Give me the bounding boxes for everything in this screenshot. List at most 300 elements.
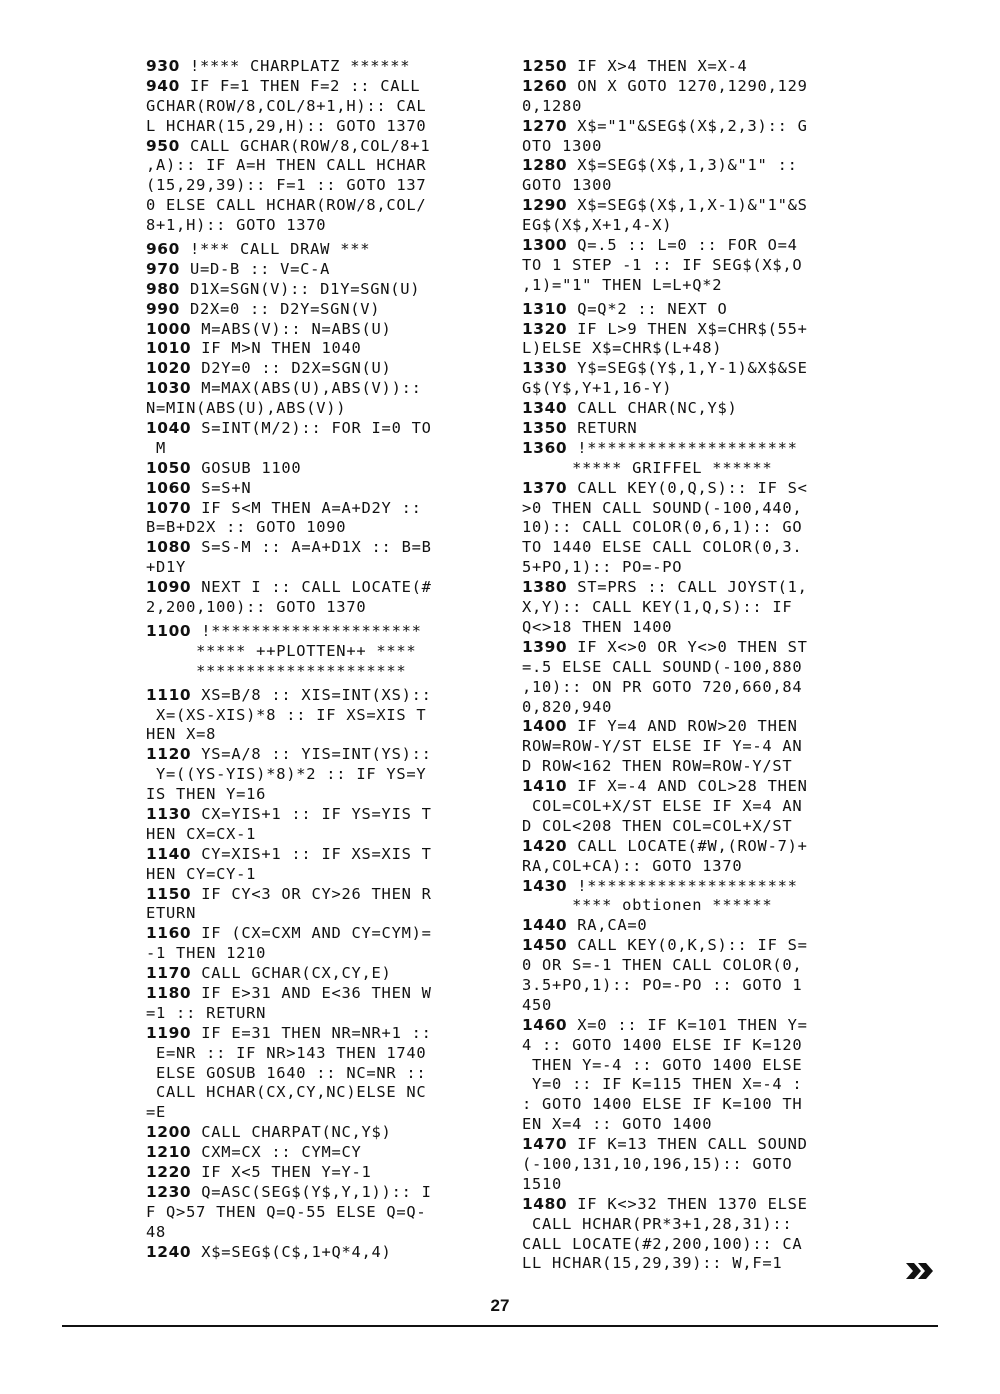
line-number: 1100 [146,621,192,640]
code-line [522,419,808,439]
code-text: IF Y=4 AND ROW>20 THEN [567,717,798,736]
code-line [146,805,432,825]
code-text: S=S-M :: A=A+D1X :: B=B [191,538,432,557]
line-number: 1190 [146,1023,192,1042]
line-number: 1480 [522,1194,568,1213]
code-text: M=ABS(V):: N=ABS(U) [191,319,392,338]
code-line [522,1215,808,1235]
code-line [522,499,808,519]
code-text: ST=PRS :: CALL JOYST(1, [567,578,808,597]
line-number: 1170 [146,964,192,983]
line-number: 1000 [146,319,192,338]
code-line [146,725,432,745]
code-line [146,156,432,176]
code-line [146,765,432,785]
code-text: !********************* [567,438,798,457]
code-text: IF X>4 THEN X=X-4 [567,57,748,75]
code-text: OTO 1300 [522,136,603,155]
code-text: ELSE GOSUB 1640 :: NC=NR :: [146,1063,427,1082]
code-text: **** obtionen ****** [522,896,773,915]
code-line [146,300,432,320]
code-line [146,964,432,984]
code-text: X$="1"&SEG$(X$,2,3):: G [567,116,808,135]
code-line [522,1175,808,1195]
code-text: IF F=1 THEN F=2 :: CALL [179,76,421,95]
code-line [522,117,808,137]
code-text: CALL GCHAR(ROW/8,COL/8+1 [179,136,431,155]
code-text: COL=COL+X/ST ELSE IF X=4 AN [522,796,803,815]
code-line [522,678,808,698]
code-text: 0 OR S=-1 THEN CALL COLOR(0, [522,956,803,975]
code-line [522,379,808,399]
code-text: D COL<208 THEN COL=COL+X/ST [522,816,793,835]
code-line [522,518,808,538]
double-chevron-right-icon [905,1262,935,1280]
code-text: !**** CHARPLATZ ****** [179,57,411,75]
line-number: 1290 [522,196,568,215]
code-text: CALL CHARPAT(NC,Y$) [191,1123,392,1142]
code-text: 5+PO,1):: PO=-PO [522,558,683,577]
code-text: IF X<5 THEN Y=Y-1 [191,1162,372,1181]
line-number: 1330 [522,359,568,378]
code-line [146,706,432,726]
code-line [522,1056,808,1076]
code-text: 3.5+PO,1):: PO=-PO :: GOTO 1 [522,975,803,994]
code-line [146,280,432,300]
code-text: IF K=13 THEN CALL SOUND [567,1135,808,1154]
code-text: HEN CY=CY-1 [146,864,257,883]
line-number: 940 [146,76,180,95]
code-text: CALL LOCATE(#2,200,100):: CA [522,1234,803,1253]
code-text: (-100,131,10,196,15):: GOTO [522,1154,793,1173]
code-text: L HCHAR(15,29,H):: GOTO 1370 [146,116,427,135]
code-line [146,558,432,578]
code-text: IS THEN Y=16 [146,785,267,804]
code-text: D ROW<162 THEN ROW=ROW-Y/ST [522,757,793,776]
code-text: =1 :: RETURN [146,1003,267,1022]
line-number: 1260 [522,76,568,95]
code-text: TO 1440 ELSE CALL COLOR(0,3. [522,538,803,557]
code-text: CALL LOCATE(#W,(ROW-7)+ [567,836,808,855]
line-number: 1250 [522,57,568,75]
code-line [522,1036,808,1056]
code-text: -1 THEN 1210 [146,944,267,963]
line-number: 1160 [146,924,192,943]
code-line [146,622,432,642]
code-text: NEXT I :: CALL LOCATE(# [191,578,432,597]
code-line [146,97,432,117]
code-text: ON X GOTO 1270,1290,129 [567,76,808,95]
code-text: IF E=31 THEN NR=NR+1 :: [191,1023,432,1042]
code-line [146,379,432,399]
code-line [522,137,808,157]
code-text: S=S+N [191,478,252,497]
code-text: CALL GCHAR(CX,CY,E) [191,964,392,983]
code-line [522,598,808,618]
code-text: 1510 [522,1174,563,1193]
code-line [522,1155,808,1175]
code-line [522,538,808,558]
code-text: IF X<>0 OR Y<>0 THEN ST [567,637,808,656]
code-text: EG$(X$,X+1,4-X) [522,216,673,235]
code-line [146,598,432,618]
line-number: 1060 [146,478,192,497]
code-text: 450 [522,995,553,1014]
code-line [146,1024,432,1044]
code-line [146,944,432,964]
code-line [522,777,808,797]
code-text: X,Y):: CALL KEY(1,Q,S):: IF [522,598,793,617]
line-number: 1080 [146,538,192,557]
line-number: 930 [146,57,180,75]
code-text: CALL HCHAR(PR*3+1,28,31):: [522,1214,793,1233]
code-line [522,320,808,340]
code-text: X=0 :: IF K=101 THEN Y= [567,1015,808,1034]
line-number: 1020 [146,359,192,378]
line-number: 950 [146,136,180,155]
code-line [522,658,808,678]
code-text: B=B+D2X :: GOTO 1090 [146,518,347,537]
code-line [146,260,432,280]
code-text: 8+1,H):: GOTO 1370 [146,216,327,235]
listing-column-left [146,57,432,1262]
code-line [522,256,808,276]
code-text: IF S<M THEN A=A+D2Y :: [191,498,422,517]
code-line [146,662,432,682]
code-text: : GOTO 1400 ELSE IF K=100 TH [522,1095,803,1114]
code-line [146,439,432,459]
code-text: +D1Y [146,558,187,577]
code-line [146,1223,432,1243]
code-line [522,359,808,379]
code-line [522,877,808,897]
code-line [522,1016,808,1036]
code-line [522,916,808,936]
code-line [522,1115,808,1135]
line-number: 1300 [522,236,568,255]
code-text: X$=SEG$(C$,1+Q*4,4) [191,1242,392,1261]
code-line [522,817,808,837]
code-text: XS=B/8 :: XIS=INT(XS):: [191,685,432,704]
code-text: CALL CHAR(NC,Y$) [567,399,738,418]
code-text: M=MAX(ABS(U),ABS(V)):: [191,379,422,398]
code-line [146,1083,432,1103]
code-text: GOTO 1300 [522,176,613,195]
code-line [522,857,808,877]
code-text: D1X=SGN(V):: D1Y=SGN(U) [179,279,421,298]
code-text: 10):: CALL COLOR(0,6,1):: GO [522,518,803,537]
code-line [146,1143,432,1163]
code-line [146,499,432,519]
code-line [146,578,432,598]
code-line [522,578,808,598]
code-line [522,97,808,117]
code-line [146,1064,432,1084]
code-text: G$(Y$,Y+1,16-Y) [522,379,673,398]
code-line [146,1163,432,1183]
line-number: 1340 [522,399,568,418]
code-text: Q=Q*2 :: NEXT O [567,299,728,318]
code-text: Y$=SEG$(Y$,1,Y-1)&X$&SE [567,359,808,378]
code-text: GCHAR(ROW/8,COL/8+1,H):: CAL [146,96,427,115]
code-line [522,717,808,737]
code-text: RA,CA=0 [567,916,648,935]
code-line [146,924,432,944]
code-line [522,236,808,256]
code-line [146,642,432,662]
code-text: !********************* [567,876,798,895]
code-line [146,845,432,865]
code-line [522,618,808,638]
code-text: >0 THEN CALL SOUND(-100,440, [522,498,803,517]
code-text: IF M>N THEN 1040 [191,339,362,358]
code-text: !********************* [191,621,422,640]
code-text: E=NR :: IF NR>143 THEN 1740 [146,1043,427,1062]
footer-rule [62,1325,938,1327]
line-number: 1110 [146,685,192,704]
code-text: S=INT(M/2):: FOR I=0 TO [191,419,432,438]
code-text: RA,COL+CA):: GOTO 1370 [522,856,743,875]
line-number: 1420 [522,836,568,855]
code-text: 48 [146,1222,167,1241]
code-line [146,904,432,924]
code-text: THEN Y=-4 :: GOTO 1400 ELSE [522,1055,803,1074]
code-line [146,885,432,905]
code-line [522,196,808,216]
code-text: IF L>9 THEN X$=CHR$(55+ [567,319,808,338]
code-text: ETURN [146,904,197,923]
line-number: 1440 [522,916,568,935]
code-line [522,896,808,916]
code-text: HEN CX=CX-1 [146,824,257,843]
code-text: Q<>18 THEN 1400 [522,617,673,636]
code-text: LL HCHAR(15,29,39):: W,F=1 [522,1254,783,1273]
code-line [522,1095,808,1115]
code-line [522,976,808,996]
code-text: 0,820,940 [522,697,613,716]
code-text: EN X=4 :: GOTO 1400 [522,1115,713,1134]
code-text: F Q>57 THEN Q=Q-55 ELSE Q=Q- [146,1202,427,1221]
code-text: ,10):: ON PR GOTO 720,660,84 [522,677,803,696]
code-line [146,339,432,359]
code-line [522,1254,808,1274]
code-text: !*** CALL DRAW *** [179,240,371,259]
code-line [522,1235,808,1255]
code-line [522,1195,808,1215]
line-number: 1200 [146,1123,192,1142]
code-line [146,1243,432,1263]
code-text: X=(XS-XIS)*8 :: IF XS=XIS T [146,705,427,724]
code-line [146,865,432,885]
code-text: ,1)="1" THEN L=L+Q*2 [522,275,723,294]
line-number: 1470 [522,1135,568,1154]
line-number: 1310 [522,299,568,318]
code-line [146,686,432,706]
line-number: 1280 [522,156,568,175]
code-line [522,156,808,176]
line-number: 1240 [146,1242,192,1261]
line-number: 1450 [522,936,568,955]
line-number: 1410 [522,777,568,796]
code-text: IF E>31 AND E<36 THEN W [191,983,432,1002]
page-number: 27 [490,1296,510,1315]
line-number: 1370 [522,478,568,497]
code-text: ***** ++PLOTTEN++ **** [146,641,417,660]
code-line [522,459,808,479]
code-line [146,359,432,379]
code-line [146,459,432,479]
code-text: M [146,438,167,457]
code-text: 4 :: GOTO 1400 ELSE IF K=120 [522,1035,803,1054]
line-number: 990 [146,299,180,318]
code-line [146,825,432,845]
code-text: CY=XIS+1 :: IF XS=XIS T [191,844,432,863]
code-text: CALL KEY(0,Q,S):: IF S< [567,478,808,497]
line-number: 1380 [522,578,568,597]
code-text: Q=ASC(SEG$(Y$,Y,1)):: I [191,1182,432,1201]
code-line [146,137,432,157]
code-line [146,745,432,765]
code-text: IF (CX=CXM AND CY=CYM)= [191,924,432,943]
code-text: TO 1 STEP -1 :: IF SEG$(X$,O [522,255,803,274]
code-line [522,77,808,97]
code-line [146,77,432,97]
code-text: D2Y=0 :: D2X=SGN(U) [191,359,392,378]
code-text: L)ELSE X$=CHR$(L+48) [522,339,723,358]
code-line [522,638,808,658]
line-number: 1400 [522,717,568,736]
line-number: 1350 [522,419,568,438]
code-text: IF K<>32 THEN 1370 ELSE [567,1194,808,1213]
line-number: 1050 [146,458,192,477]
code-line [522,1075,808,1095]
code-text: IF CY<3 OR CY>26 THEN R [191,884,432,903]
code-text: (15,29,39):: F=1 :: GOTO 137 [146,176,427,195]
code-line [146,117,432,137]
code-line [146,538,432,558]
line-number: 1270 [522,116,568,135]
code-text: RETURN [567,419,638,438]
line-number: 1220 [146,1162,192,1181]
line-number: 1210 [146,1143,192,1162]
code-line [146,1044,432,1064]
line-number: 1130 [146,804,192,823]
code-line [146,240,432,260]
line-number: 1120 [146,745,192,764]
code-line [522,698,808,718]
code-line [146,176,432,196]
code-line [522,737,808,757]
line-number: 960 [146,240,180,259]
code-text: GOSUB 1100 [191,458,302,477]
code-line [522,216,808,236]
code-text: CXM=CX :: CYM=CY [191,1143,362,1162]
code-text: ROW=ROW-Y/ST ELSE IF Y=-4 AN [522,737,803,756]
code-text: X$=SEG$(X$,1,3)&"1" :: [567,156,798,175]
code-text: Q=.5 :: L=0 :: FOR O=4 [567,236,798,255]
code-line [146,1203,432,1223]
code-line [146,320,432,340]
code-line [522,757,808,777]
code-text: IF X=-4 AND COL>28 THEN [567,777,808,796]
line-number: 1180 [146,983,192,1002]
code-text: U=D-B :: V=C-A [179,259,331,278]
line-number: 1360 [522,438,568,457]
code-line [146,785,432,805]
code-line [146,1183,432,1203]
code-line [522,936,808,956]
code-text: ********************* [146,661,407,680]
line-number: 1140 [146,844,192,863]
line-number: 980 [146,279,180,298]
code-line [146,216,432,236]
line-number: 1010 [146,339,192,358]
code-text: 0 ELSE CALL HCHAR(ROW/8,COL/ [146,196,427,215]
code-line [522,176,808,196]
code-line [522,996,808,1016]
code-line [522,1135,808,1155]
line-number: 1090 [146,578,192,597]
code-text: CALL HCHAR(CX,CY,NC)ELSE NC [146,1083,427,1102]
code-line [146,1103,432,1123]
code-line [146,399,432,419]
code-line [522,57,808,77]
code-line [522,276,808,296]
line-number: 1390 [522,637,568,656]
code-line [146,1004,432,1024]
code-line [522,339,808,359]
line-number: 1150 [146,884,192,903]
code-text: Y=0 :: IF K=115 THEN X=-4 : [522,1075,803,1094]
code-text: N=MIN(ABS(U),ABS(V)) [146,399,347,418]
code-text: =.5 ELSE CALL SOUND(-100,880 [522,657,803,676]
code-line [522,558,808,578]
code-line [146,479,432,499]
code-line [522,837,808,857]
code-line [522,300,808,320]
code-line [522,956,808,976]
line-number: 1030 [146,379,192,398]
code-line [522,439,808,459]
line-number: 1320 [522,319,568,338]
line-number: 1460 [522,1015,568,1034]
listing-column-right [522,57,808,1274]
code-line [146,518,432,538]
code-text: YS=A/8 :: YIS=INT(YS):: [191,745,432,764]
code-text: CALL KEY(0,K,S):: IF S= [567,936,808,955]
line-number: 1040 [146,419,192,438]
line-number: 970 [146,259,180,278]
code-text: CX=YIS+1 :: IF YS=YIS T [191,804,432,823]
code-text: D2X=0 :: D2Y=SGN(V) [179,299,381,318]
code-text: HEN X=8 [146,725,217,744]
line-number: 1230 [146,1182,192,1201]
code-text: Y=((YS-YIS)*8)*2 :: IF YS=Y [146,765,427,784]
code-line [146,57,432,77]
line-number: 1070 [146,498,192,517]
code-line [146,1123,432,1143]
code-line [522,479,808,499]
code-text: 2,200,100):: GOTO 1370 [146,598,367,617]
code-text: ***** GRIFFEL ****** [522,458,773,477]
code-line [146,196,432,216]
code-line [146,984,432,1004]
code-line [146,419,432,439]
code-text: X$=SEG$(X$,1,X-1)&"1"&S [567,196,808,215]
code-text: 0,1280 [522,96,583,115]
code-line [522,797,808,817]
code-line [522,399,808,419]
